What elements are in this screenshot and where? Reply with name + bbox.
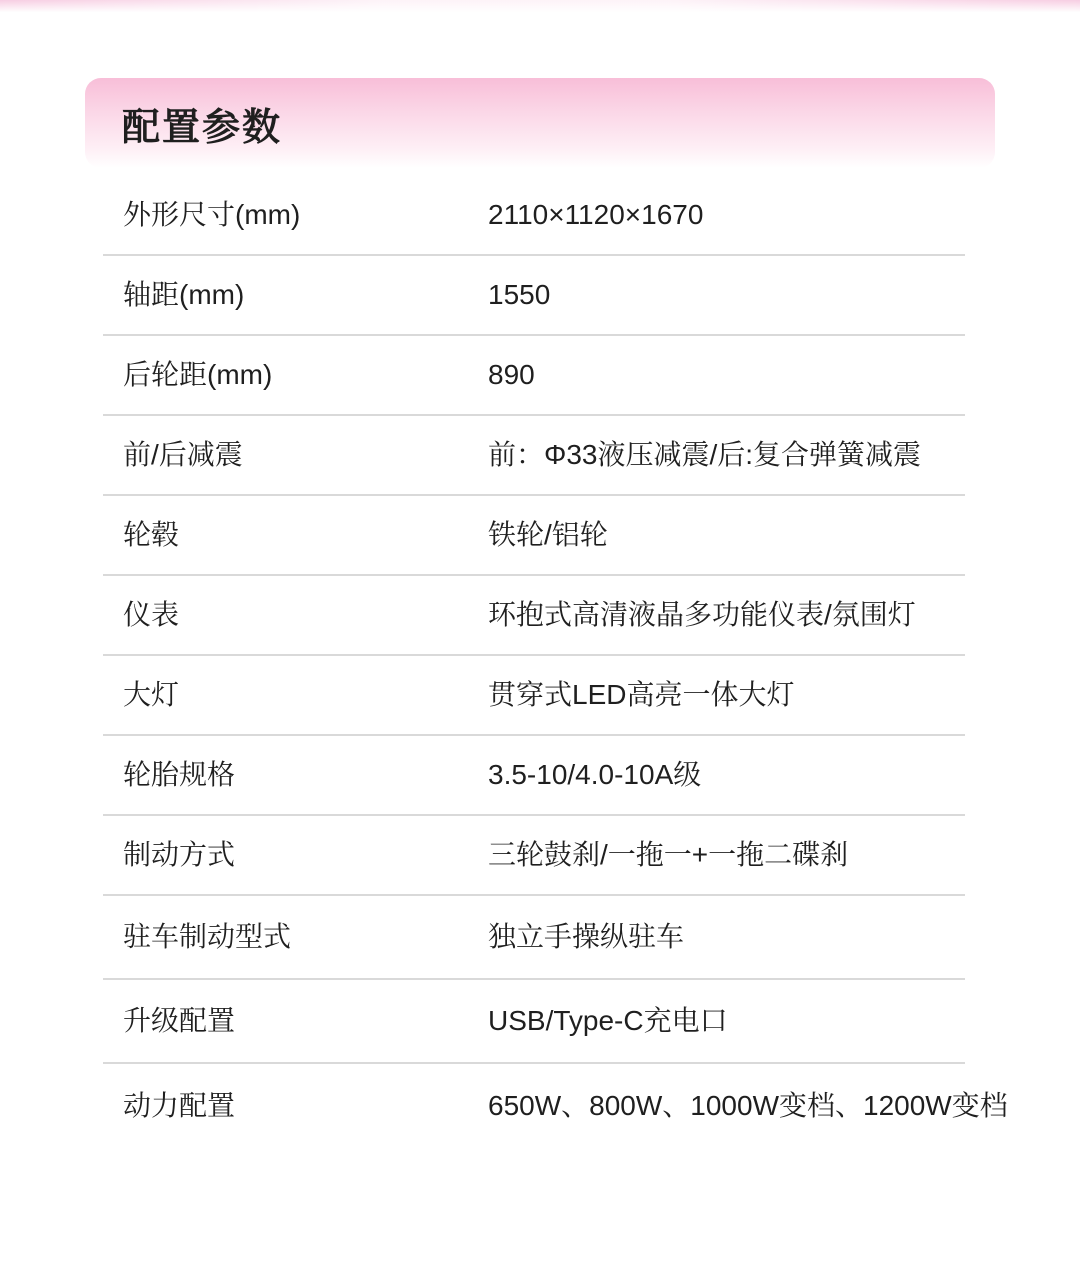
spec-value: USB/Type-C充电口 xyxy=(488,1005,728,1037)
spec-label: 前/后减震 xyxy=(123,439,243,471)
table-row xyxy=(103,336,965,416)
section-header xyxy=(85,78,995,168)
spec-label: 升级配置 xyxy=(123,1005,236,1037)
spec-value: 三轮鼓刹/一拖一+一拖二碟刹 xyxy=(488,839,849,871)
table-row xyxy=(103,980,965,1064)
spec-label: 外形尺寸(mm) xyxy=(123,199,301,231)
spec-sheet xyxy=(0,78,1080,1148)
spec-value: 650W、800W、1000W变档、1200W变档 xyxy=(488,1090,1008,1122)
spec-value: 2110×1120×1670 xyxy=(488,199,704,231)
spec-label: 轮胎规格 xyxy=(123,759,236,791)
spec-value: 前：Φ33液压减震/后:复合弹簧减震 xyxy=(488,439,922,471)
spec-value: 独立手操纵驻车 xyxy=(488,921,685,953)
spec-label: 后轮距(mm) xyxy=(123,359,273,391)
table-row xyxy=(103,416,965,496)
table-row xyxy=(103,736,965,816)
spec-label: 轮毂 xyxy=(123,519,180,551)
spec-value: 环抱式高清液晶多功能仪表/氛围灯 xyxy=(488,599,916,631)
spec-value: 3.5-10/4.0-10A级 xyxy=(488,759,702,791)
spec-label: 驻车制动型式 xyxy=(123,921,292,953)
spec-label: 轴距(mm) xyxy=(123,279,245,311)
spec-value: 铁轮/铝轮 xyxy=(488,519,608,551)
table-row xyxy=(103,896,965,980)
spec-value: 1550 xyxy=(488,279,551,311)
page-title: 配置参数 xyxy=(122,106,283,149)
table-row xyxy=(103,496,965,576)
spec-label: 动力配置 xyxy=(123,1090,236,1122)
table-row xyxy=(103,256,965,336)
table-row xyxy=(103,176,965,256)
spec-label: 制动方式 xyxy=(123,839,236,871)
spec-label: 仪表 xyxy=(123,599,180,631)
spec-label: 大灯 xyxy=(123,679,180,711)
table-row xyxy=(103,576,965,656)
table-row xyxy=(103,656,965,736)
spec-value: 贯穿式LED高亮一体大灯 xyxy=(488,679,795,711)
spec-table xyxy=(103,176,1008,1148)
table-row xyxy=(103,816,965,896)
table-row xyxy=(103,1064,1008,1148)
spec-value: 890 xyxy=(488,359,535,391)
top-gradient-strip xyxy=(0,0,1080,13)
